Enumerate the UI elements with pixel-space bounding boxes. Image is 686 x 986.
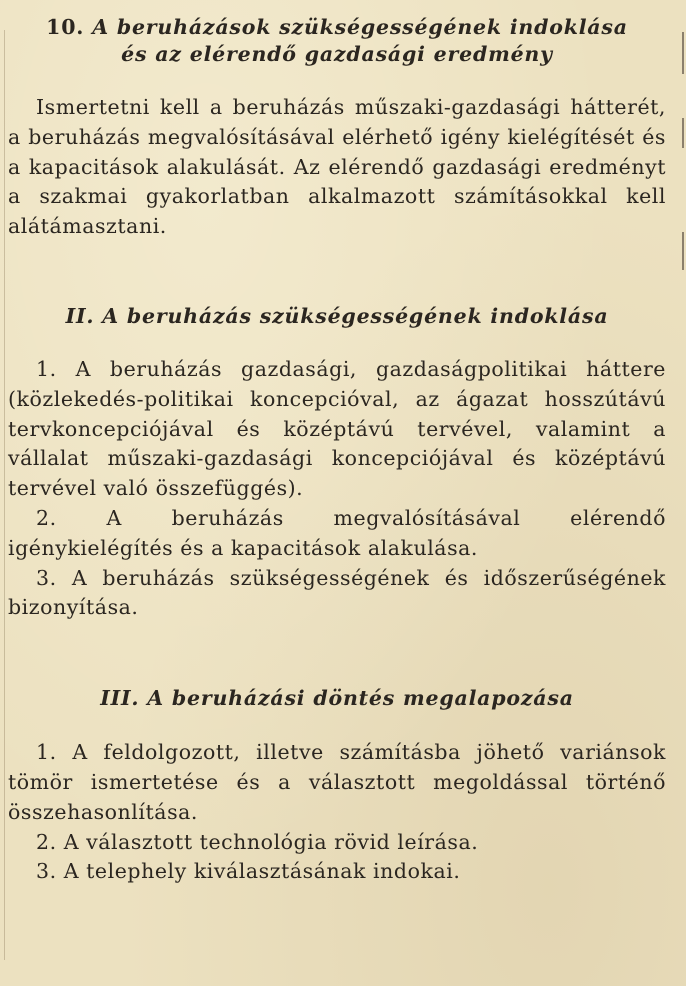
right-edge-mark (682, 118, 684, 148)
section-II-item-3: 3. A beruházás szükségességének és időszerűségének bizonyítása. (8, 565, 666, 620)
right-edge-mark (682, 32, 684, 74)
section-10-number: 10. (46, 15, 85, 39)
section-II-heading: II. A beruházás szükségességének indoklása (65, 303, 609, 328)
section-10-heading (8, 14, 666, 68)
section-10-title-line2: és az elérendő gazdasági eredmény (121, 42, 553, 66)
section-10-title-line1: A beruházások szükségességének indoklása (92, 15, 628, 39)
section-10-paragraph: Ismertetni kell a beruházás műszaki-gazdasági hátterét, a beruházás megvalósításával elérhető igény kielégítését és a kapacitások alakulását. Az elérendő gazdasági eredményt a szakmai gyakorlatban alkalmazott számításokkal kell alátámasztani. (8, 95, 666, 239)
section-III-heading: III. A beruházási döntés megalapozása (100, 686, 574, 711)
section-II-item-1: 1. A beruházás gazdasági, gazdaságpolitikai háttere (közlekedés-politikai koncepcióval, az ágazat hosszútávú tervkoncepciójával és középtávú tervével, valamint a vállalat műszaki-gazdasági koncepciójával és középtávú tervével való összefüggés). (8, 356, 666, 501)
page-edge-line (4, 30, 5, 960)
section-III-item-1: 1. A feldolgozott, illetve számításba jöhető variánsok tömör ismertetése és a választott megoldással történő összehasonlítása. (8, 740, 666, 824)
section-III-item-3: 3. A telephely kiválasztásának indokai. (36, 859, 461, 884)
section-III-item-2: 2. A választott technológia rövid leírása. (36, 829, 479, 854)
section-II-item-2: 2. A beruházás megvalósításával elérendő igénykielégítés és a kapacitások alakulása. (8, 505, 666, 560)
document-body (8, 14, 666, 887)
right-edge-mark (682, 232, 684, 270)
